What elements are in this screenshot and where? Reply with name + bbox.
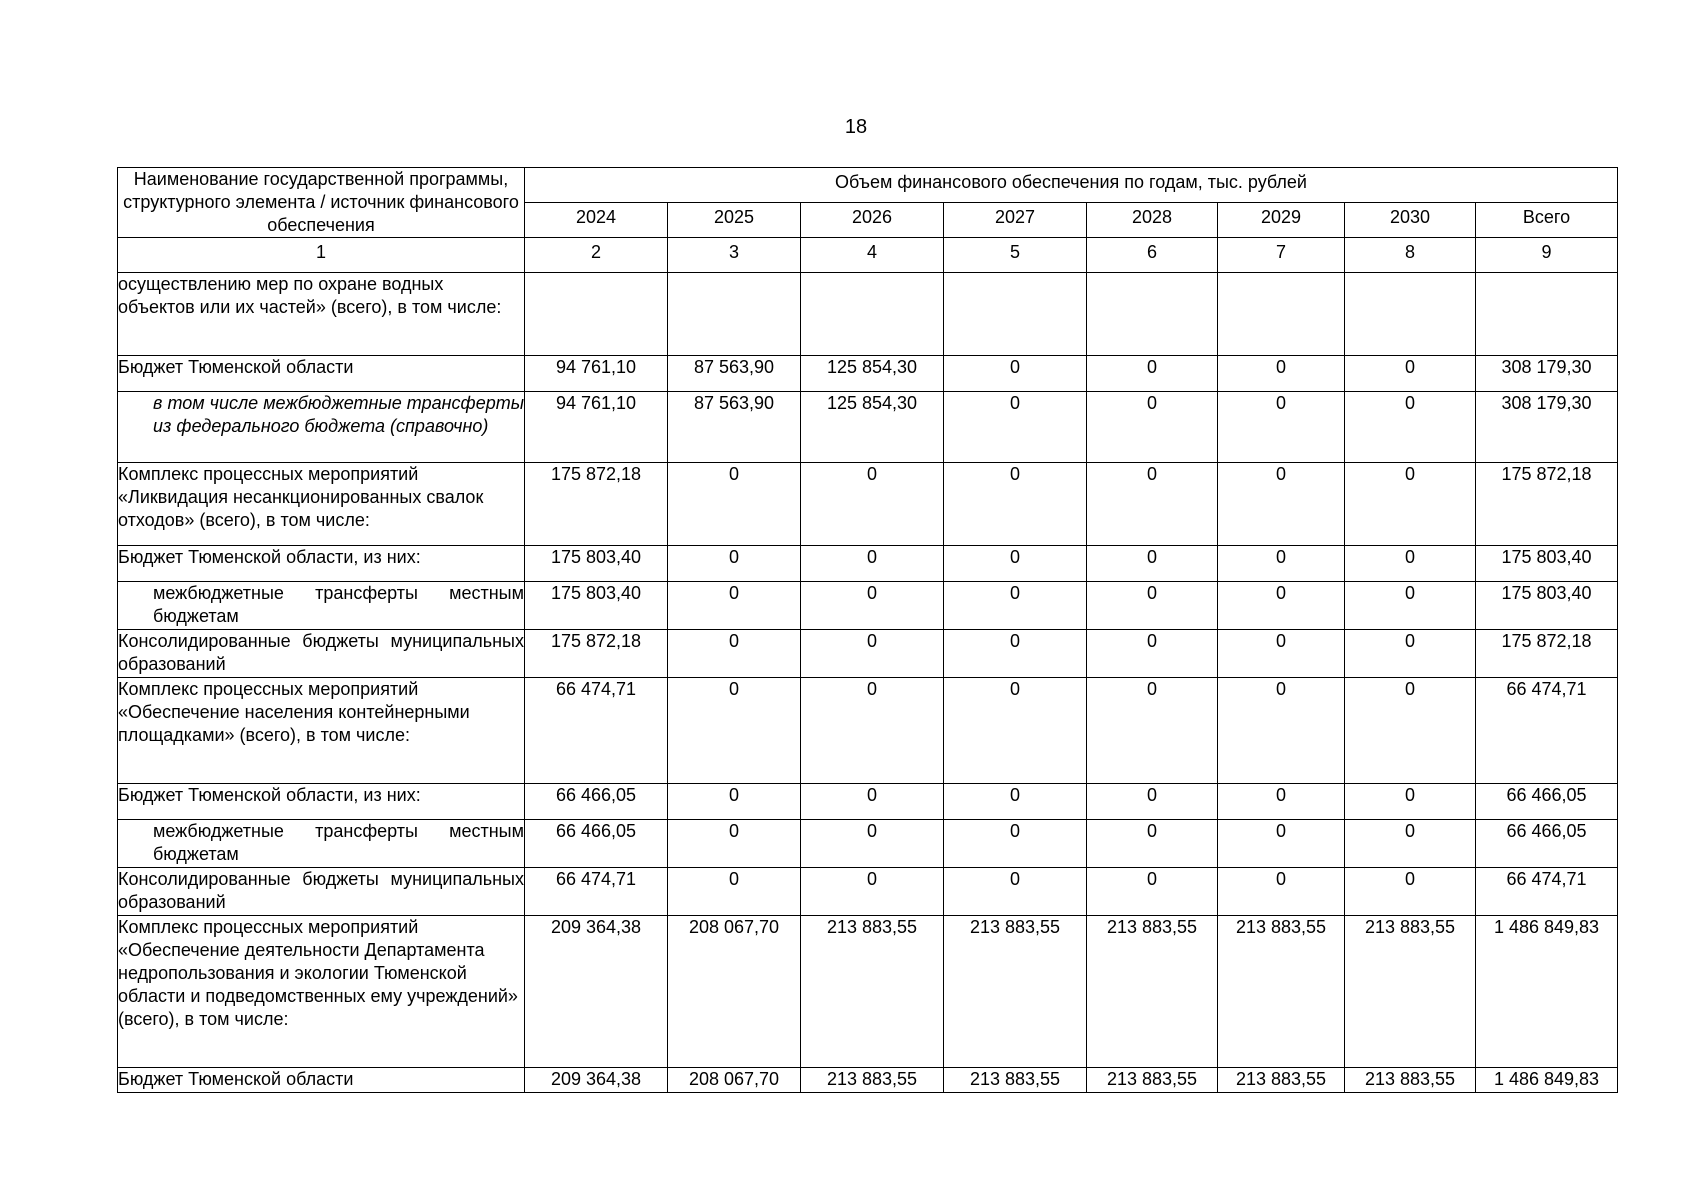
cell-value: 213 883,55 xyxy=(944,1068,1087,1093)
cell-value: 0 xyxy=(801,678,944,784)
col-number: 2 xyxy=(525,238,668,273)
header-year: 2028 xyxy=(1087,203,1218,238)
cell-value: 308 179,30 xyxy=(1476,392,1618,463)
table-row xyxy=(118,630,1618,678)
header-name-column: Наименование государственной программы, структурного элемента / источник финансового обеспечения xyxy=(118,168,525,238)
row-name: Бюджет Тюменской области, из них: xyxy=(118,546,525,582)
header-year: 2029 xyxy=(1218,203,1345,238)
cell-value: 0 xyxy=(1087,463,1218,546)
cell-value: 0 xyxy=(1345,784,1476,820)
cell-value: 66 466,05 xyxy=(1476,784,1618,820)
cell-value: 66 466,05 xyxy=(525,784,668,820)
cell-value xyxy=(1218,273,1345,356)
cell-value: 175 872,18 xyxy=(525,463,668,546)
cell-value: 213 883,55 xyxy=(1218,1068,1345,1093)
cell-value: 1 486 849,83 xyxy=(1476,916,1618,1068)
cell-value: 0 xyxy=(944,463,1087,546)
header-year: 2026 xyxy=(801,203,944,238)
cell-value: 213 883,55 xyxy=(1345,916,1476,1068)
row-name: в том числе межбюджетные трансферты из федерального бюджета (справочно) xyxy=(118,392,525,463)
cell-value: 0 xyxy=(1087,582,1218,630)
row-name: межбюджетные трансферты местным бюджетам xyxy=(118,820,525,868)
cell-value: 0 xyxy=(1087,392,1218,463)
cell-value: 0 xyxy=(1087,356,1218,392)
cell-value: 0 xyxy=(1087,868,1218,916)
cell-value: 0 xyxy=(944,356,1087,392)
cell-value: 175 803,40 xyxy=(1476,582,1618,630)
col-number: 7 xyxy=(1218,238,1345,273)
header-year: 2030 xyxy=(1345,203,1476,238)
cell-value: 209 364,38 xyxy=(525,1068,668,1093)
col-number: 4 xyxy=(801,238,944,273)
cell-value: 0 xyxy=(1345,582,1476,630)
row-name: Консолидированные бюджеты муниципальных образований xyxy=(118,868,525,916)
row-name: Комплекс процессных мероприятий «Обеспечение деятельности Департамента недропользования и экологии Тюменской области и подведомственных ему учреждений» (всего), в том числе: xyxy=(118,916,525,1068)
cell-value: 0 xyxy=(944,868,1087,916)
cell-value: 66 474,71 xyxy=(1476,678,1618,784)
cell-value: 0 xyxy=(1345,546,1476,582)
row-name: Комплекс процессных мероприятий «Ликвидация несанкционированных свалок отходов» (всего), в том числе: xyxy=(118,463,525,546)
cell-value: 213 883,55 xyxy=(1345,1068,1476,1093)
cell-value: 0 xyxy=(944,630,1087,678)
cell-value: 175 803,40 xyxy=(525,546,668,582)
cell-value: 66 474,71 xyxy=(525,868,668,916)
page-number: 18 xyxy=(844,116,868,138)
row-name: Бюджет Тюменской области xyxy=(118,356,525,392)
cell-value: 0 xyxy=(944,582,1087,630)
cell-value: 94 761,10 xyxy=(525,356,668,392)
row-name: Комплекс процессных мероприятий «Обеспечение населения контейнерными площадками» (всего), в том числе: xyxy=(118,678,525,784)
col-number: 8 xyxy=(1345,238,1476,273)
cell-value: 0 xyxy=(668,546,801,582)
table-row xyxy=(118,356,1618,392)
cell-value: 0 xyxy=(1218,868,1345,916)
cell-value: 0 xyxy=(801,784,944,820)
table-row xyxy=(118,392,1618,463)
cell-value: 0 xyxy=(944,392,1087,463)
header-group: Объем финансового обеспечения по годам, тыс. рублей xyxy=(525,168,1618,203)
cell-value: 94 761,10 xyxy=(525,392,668,463)
cell-value: 0 xyxy=(801,546,944,582)
cell-value xyxy=(1087,273,1218,356)
cell-value: 125 854,30 xyxy=(801,392,944,463)
cell-value: 0 xyxy=(1087,678,1218,784)
cell-value: 1 486 849,83 xyxy=(1476,1068,1618,1093)
cell-value: 0 xyxy=(1218,630,1345,678)
cell-value: 0 xyxy=(1218,820,1345,868)
cell-value: 175 803,40 xyxy=(525,582,668,630)
col-number: 3 xyxy=(668,238,801,273)
cell-value: 175 872,18 xyxy=(1476,630,1618,678)
header-year: 2027 xyxy=(944,203,1087,238)
cell-value: 0 xyxy=(801,463,944,546)
cell-value xyxy=(944,273,1087,356)
cell-value: 0 xyxy=(668,820,801,868)
table-row xyxy=(118,1068,1618,1093)
col-number: 5 xyxy=(944,238,1087,273)
cell-value: 66 466,05 xyxy=(1476,820,1618,868)
cell-value: 0 xyxy=(1218,784,1345,820)
cell-value: 0 xyxy=(668,630,801,678)
table-row xyxy=(118,916,1618,1068)
cell-value: 0 xyxy=(1218,582,1345,630)
cell-value xyxy=(668,273,801,356)
cell-value: 66 466,05 xyxy=(525,820,668,868)
cell-value: 175 803,40 xyxy=(1476,546,1618,582)
cell-value: 0 xyxy=(668,582,801,630)
cell-value: 0 xyxy=(801,868,944,916)
table-row xyxy=(118,463,1618,546)
cell-value: 209 364,38 xyxy=(525,916,668,1068)
cell-value: 213 883,55 xyxy=(1087,1068,1218,1093)
cell-value: 208 067,70 xyxy=(668,916,801,1068)
table-row xyxy=(118,582,1618,630)
cell-value xyxy=(525,273,668,356)
cell-value: 0 xyxy=(801,630,944,678)
cell-value: 0 xyxy=(944,784,1087,820)
row-name: Консолидированные бюджеты муниципальных образований xyxy=(118,630,525,678)
col-number: 6 xyxy=(1087,238,1218,273)
cell-value: 0 xyxy=(944,546,1087,582)
cell-value: 213 883,55 xyxy=(1087,916,1218,1068)
cell-value: 0 xyxy=(1218,546,1345,582)
cell-value xyxy=(1476,273,1618,356)
cell-value: 175 872,18 xyxy=(525,630,668,678)
cell-value: 0 xyxy=(1087,784,1218,820)
cell-value: 175 872,18 xyxy=(1476,463,1618,546)
row-name: Бюджет Тюменской области xyxy=(118,1068,525,1093)
cell-value: 213 883,55 xyxy=(801,916,944,1068)
cell-value: 213 883,55 xyxy=(1218,916,1345,1068)
cell-value: 0 xyxy=(1087,546,1218,582)
cell-value: 308 179,30 xyxy=(1476,356,1618,392)
cell-value: 87 563,90 xyxy=(668,356,801,392)
table-row xyxy=(118,273,1618,356)
header-year: 2024 xyxy=(525,203,668,238)
cell-value: 0 xyxy=(801,820,944,868)
table-row xyxy=(118,546,1618,582)
cell-value: 66 474,71 xyxy=(525,678,668,784)
col-number: 1 xyxy=(118,238,525,273)
cell-value: 66 474,71 xyxy=(1476,868,1618,916)
cell-value: 0 xyxy=(1345,820,1476,868)
cell-value: 0 xyxy=(801,582,944,630)
col-number: 9 xyxy=(1476,238,1618,273)
cell-value: 0 xyxy=(1218,678,1345,784)
cell-value: 0 xyxy=(668,868,801,916)
cell-value: 0 xyxy=(1345,678,1476,784)
table-row xyxy=(118,678,1618,784)
header-total: Всего xyxy=(1476,203,1618,238)
cell-value xyxy=(1345,273,1476,356)
cell-value: 0 xyxy=(1345,463,1476,546)
cell-value: 0 xyxy=(1218,392,1345,463)
financing-table xyxy=(117,167,1618,1093)
row-name: Бюджет Тюменской области, из них: xyxy=(118,784,525,820)
cell-value: 0 xyxy=(1087,630,1218,678)
cell-value: 0 xyxy=(668,678,801,784)
cell-value: 208 067,70 xyxy=(668,1068,801,1093)
header-year: 2025 xyxy=(668,203,801,238)
cell-value: 0 xyxy=(944,820,1087,868)
row-name: межбюджетные трансферты местным бюджетам xyxy=(118,582,525,630)
cell-value: 0 xyxy=(668,463,801,546)
cell-value: 213 883,55 xyxy=(801,1068,944,1093)
cell-value: 213 883,55 xyxy=(944,916,1087,1068)
cell-value: 0 xyxy=(944,678,1087,784)
cell-value: 0 xyxy=(1345,392,1476,463)
cell-value: 0 xyxy=(1218,356,1345,392)
cell-value: 0 xyxy=(1218,463,1345,546)
table-row xyxy=(118,868,1618,916)
cell-value: 125 854,30 xyxy=(801,356,944,392)
cell-value: 0 xyxy=(1345,630,1476,678)
table-row xyxy=(118,784,1618,820)
row-name: осуществлению мер по охране водных объектов или их частей» (всего), в том числе: xyxy=(118,273,525,356)
cell-value: 87 563,90 xyxy=(668,392,801,463)
cell-value: 0 xyxy=(1345,356,1476,392)
cell-value: 0 xyxy=(668,784,801,820)
cell-value: 0 xyxy=(1087,820,1218,868)
cell-value: 0 xyxy=(1345,868,1476,916)
table-row xyxy=(118,820,1618,868)
cell-value xyxy=(801,273,944,356)
